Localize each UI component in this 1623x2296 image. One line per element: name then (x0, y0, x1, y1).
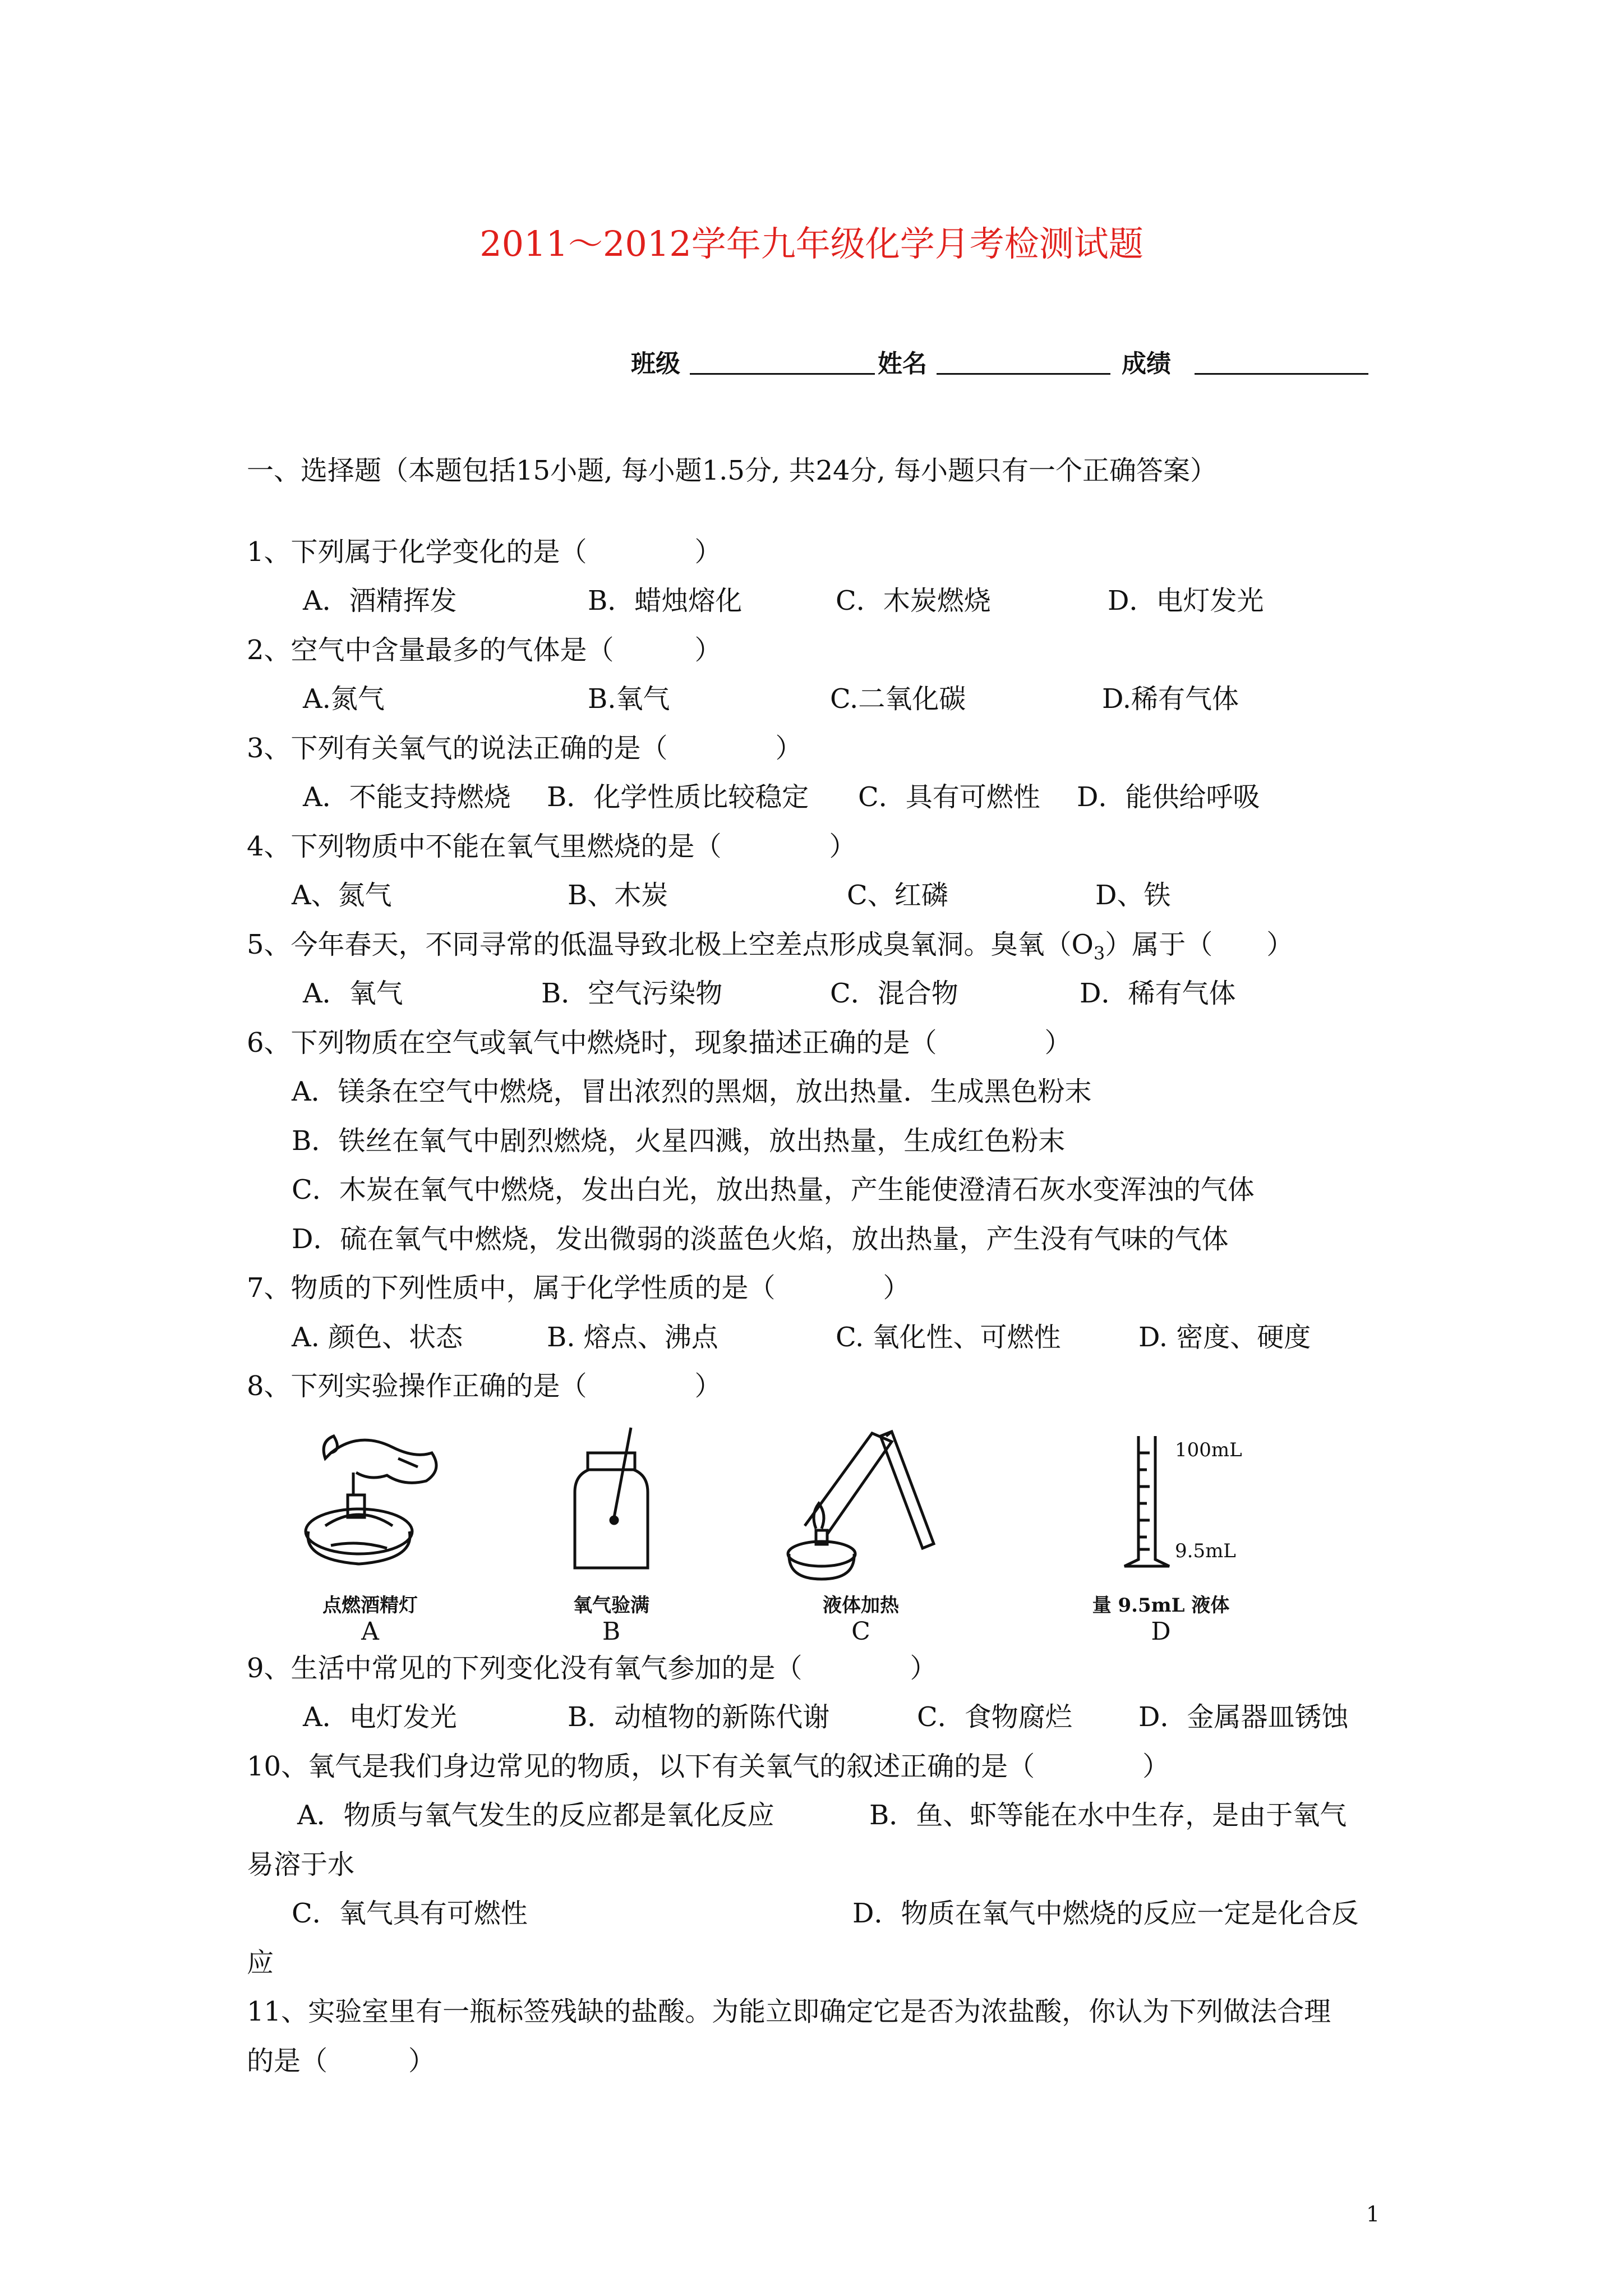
figure-d (1054, 1419, 1267, 1646)
q5-option-b: B．空气污染物 (541, 978, 723, 1009)
q2-option-d: D.稀有气体 (1102, 683, 1239, 715)
liquid-heating-illustration (754, 1419, 967, 1588)
question-4: 4、下列物质中不能在氧气里燃烧的是（ ） (247, 831, 856, 862)
figure-c (754, 1419, 967, 1646)
question-11-cont: 的是（ ） (247, 2045, 436, 2077)
q10-option-d: D．物质在氧气中燃烧的反应一定是化合反 (852, 1898, 1359, 1929)
cylinder-top-mark: 100mL (1175, 1439, 1242, 1461)
q1-option-d: D．电灯发光 (1108, 585, 1264, 616)
figure-b-caption: 氧气验满 (573, 1594, 649, 1617)
question-1: 1、下列属于化学变化的是（ ） (247, 536, 722, 568)
figure-d-caption: 量 9.5mL 液体 (1092, 1594, 1230, 1617)
q7-option-a: A. 颜色、状态 (292, 1322, 463, 1353)
q10-option-b: B．鱼、虾等能在水中生存，是由于氧气 (869, 1800, 1347, 1831)
q3-option-a: A．不能支持燃烧 (303, 781, 511, 813)
question-5: 5、今年春天，不同寻常的低温导致北极上空差点形成臭氧洞。臭氧$(O_3)$属于（ ） (247, 929, 1294, 964)
q4-option-b: B、木炭 (568, 880, 668, 911)
class-label: 班级 (631, 349, 680, 378)
figure-b-letter: B (602, 1617, 621, 1646)
q10-option-b-cont: 易溶于水 (247, 1849, 355, 1880)
page-title: 2011～2012学年九年级化学月考检测试题 (479, 223, 1144, 264)
cylinder-bottom-mark: 9.5mL (1175, 1540, 1236, 1562)
q9-option-b: B．动植物的新陈代谢 (568, 1701, 830, 1733)
figure-c-caption: 液体加热 (823, 1594, 899, 1617)
q4-option-a: A、氮气 (292, 880, 392, 911)
question-8: 8、下列实验操作正确的是（ ） (247, 1370, 722, 1402)
question-2: 2、空气中含量最多的气体是（ ） (247, 634, 722, 666)
q1-option-b: B．蜡烛熔化 (588, 585, 743, 616)
q5-option-d: D．稀有气体 (1080, 978, 1236, 1009)
q7-option-b: B. 熔点、沸点 (547, 1322, 718, 1353)
q4-option-c: C、红磷 (847, 880, 948, 911)
q9-option-d: D．金属器皿锈蚀 (1138, 1701, 1349, 1733)
q2-option-c: C.二氧化碳 (830, 683, 966, 715)
q9-option-c: C．食物腐烂 (917, 1701, 1072, 1733)
section-heading: 一、选择题（本题包括15小题, 每小题1.5分, 共24分, 每小题只有一个正确答案） (247, 455, 1218, 486)
q3-option-d: D．能供给呼吸 (1077, 781, 1260, 813)
q4-option-d: D、铁 (1095, 880, 1171, 911)
alcohol-lamp-lighting-illustration (264, 1419, 477, 1588)
figure-a-caption: 点燃酒精灯 (322, 1594, 418, 1617)
figure-a (264, 1419, 477, 1646)
q10-option-a: A．物质与氧气发生的反应都是氧化反应 (297, 1800, 774, 1831)
q2-option-b: B.氧气 (588, 683, 670, 715)
q6-option-a: A．镁条在空气中燃烧，冒出浓烈的黑烟，放出热量．生成黑色粉末 (292, 1076, 1092, 1107)
q9-option-a: A．电灯发光 (303, 1701, 457, 1733)
figure-c-letter: C (851, 1617, 870, 1646)
q1-option-a: A．酒精挥发 (303, 585, 457, 616)
q5-option-a: A．氧气 (303, 978, 403, 1009)
q10-option-c: C．氧气具有可燃性 (292, 1898, 528, 1929)
class-blank[interactable] (690, 373, 875, 375)
question-3: 3、下列有关氧气的说法正确的是（ ） (247, 733, 803, 764)
question-10: 10、氧气是我们身边常见的物质，以下有关氧气的叙述正确的是（ ） (247, 1751, 1170, 1782)
question-9: 9、生活中常见的下列变化没有氧气参加的是（ ） (247, 1653, 937, 1684)
q1-option-c: C．木炭燃烧 (836, 585, 991, 616)
question-6: 6、下列物质在空气或氧气中燃烧时，现象描述正确的是（ ） (247, 1027, 1072, 1059)
score-blank[interactable] (1195, 373, 1368, 375)
q7-option-c: C. 氧化性、可燃性 (836, 1322, 1061, 1353)
oxygen-bottle-test-illustration (505, 1419, 718, 1588)
question-11: 11、实验室里有一瓶标签残缺的盐酸。为能立即确定它是否为浓盐酸，你认为下列做法合理 (247, 1996, 1331, 2027)
q10-option-d-cont: 应 (247, 1947, 274, 1978)
q2-option-a: A.氮气 (303, 683, 385, 715)
q3-option-b: B．化学性质比较稳定 (547, 781, 809, 813)
q6-option-b: B．铁丝在氧气中剧烈燃烧，火星四溅，放出热量，生成红色粉末 (292, 1125, 1066, 1157)
question-7: 7、物质的下列性质中，属于化学性质的是（ ） (247, 1272, 910, 1304)
q7-option-d: D. 密度、硬度 (1138, 1322, 1311, 1353)
q3-option-c: C．具有可燃性 (858, 781, 1040, 813)
name-label: 姓名 (878, 349, 927, 378)
q6-option-c: C．木炭在氧气中燃烧，发出白光，放出热量，产生能使澄清石灰水变浑浊的气体 (292, 1174, 1255, 1205)
figure-d-letter: D (1151, 1617, 1171, 1646)
figure-a-letter: A (361, 1617, 379, 1646)
figure-b (505, 1419, 718, 1646)
q6-option-d: D．硫在氧气中燃烧，发出微弱的淡蓝色火焰，放出热量，产生没有气味的气体 (292, 1223, 1229, 1255)
score-label: 成绩 (1122, 349, 1171, 378)
q5-option-c: C．混合物 (830, 978, 958, 1009)
name-blank[interactable] (937, 373, 1110, 375)
page-number: 1 (1366, 2202, 1380, 2226)
